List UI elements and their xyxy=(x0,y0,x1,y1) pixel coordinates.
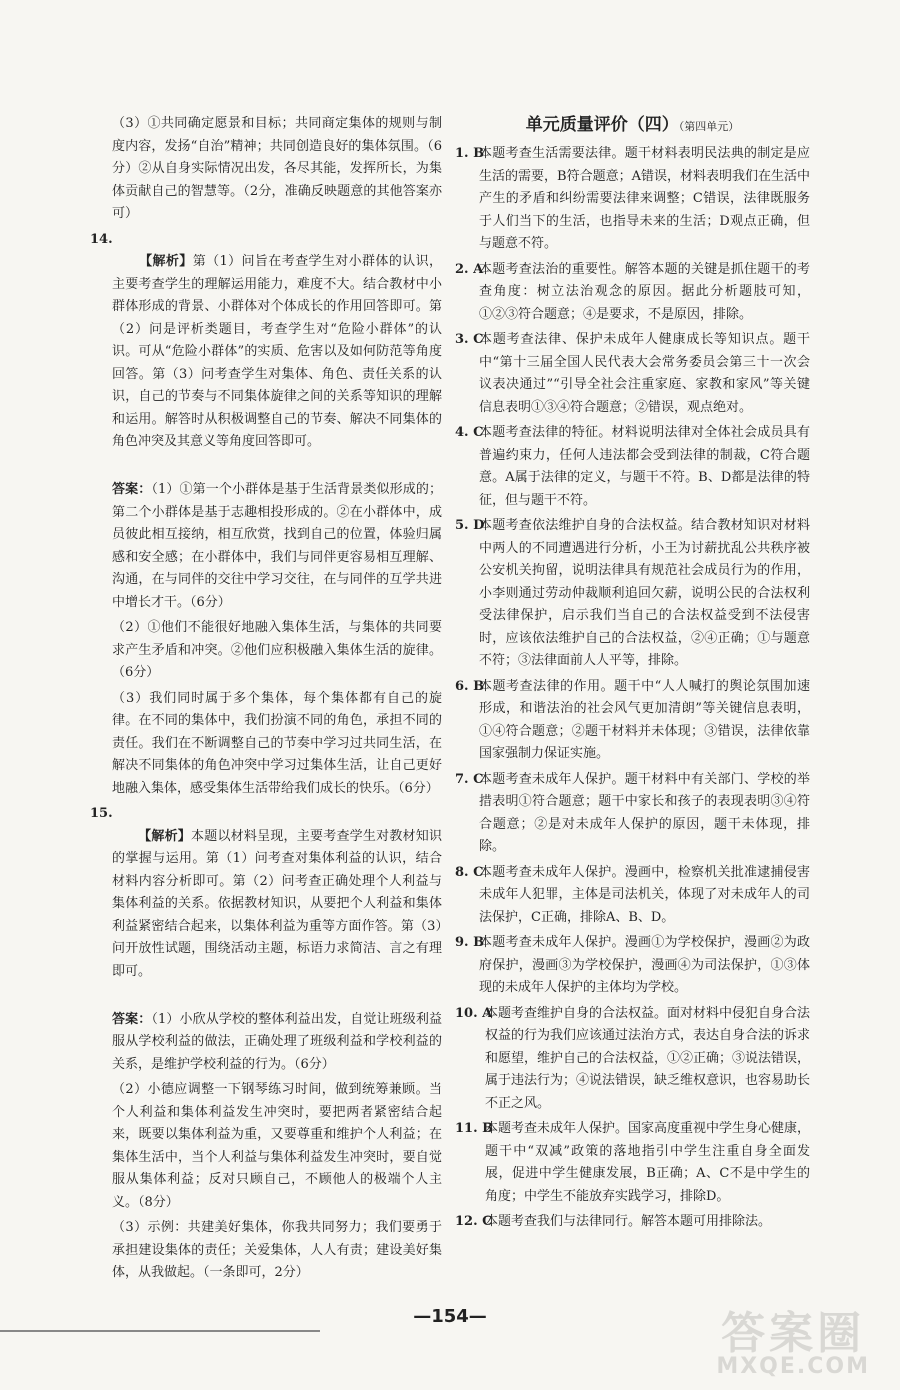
answer-item-number: 10. A xyxy=(455,1005,493,1021)
answer-14-3: （3）我们同时属于多个集体，每个集体都有自己的旋律。在不同的集体中，我们扮演不同的角色，承担不同的责任。我们在不断调整自己的节奏中学习过共同生活，在解决不同集体的角色冲突中学习过集体生活，让自己更好地融入集体，感受集体生活带给我们成长的快乐。（6分） xyxy=(112,690,442,796)
answer-item-number: 5. D xyxy=(455,518,485,533)
answer-15-2: （2）小德应调整一下钢琴练习时间，做到统筹兼顾。当个人利益和集体利益发生冲突时，要把两者紧密结合起来，既要以集体利益为重，又要尊重和维护个人利益；在集体生活中，当个人利益与集体利益发生冲突时，要自觉服从集体利益；反对只顾自己，不顾他人的极端个人主义。（8分） xyxy=(112,1082,442,1210)
question-14-analysis xyxy=(90,229,442,477)
answer-13-3: （3）①共同确定愿景和目标；共同商定集体的规则与制度内容，发扬“自治”精神；共同创造良好的集体氛围。（6分）②从自身实际情况出发，各尽其能，发挥所长，为集体贡献自己的智慧等。（2分，准确反映题意的其他答案亦可） xyxy=(112,116,442,221)
right-column xyxy=(455,113,810,1237)
question-number: 14. xyxy=(90,231,113,247)
answer-item-text: 本题考查未成年人保护。漫画中，检察机关批准逮捕侵害未成年人犯罪，主体是司法机关，体现了对未成年人的司法保护，C正确，排除A、B、D。 xyxy=(479,864,810,925)
answer-item-text: 本题考查我们与法律同行。解答本题可用排除法。 xyxy=(485,1214,772,1229)
page-number: —154— xyxy=(413,1306,487,1327)
watermark-big: 答案圈 xyxy=(721,1308,866,1359)
answer-item-number: 7. C xyxy=(455,771,484,787)
answer-item-text: 本题考查法治的重要性。解答本题的关键是抓住题干的考查角度：树立法治观念的原因。据此分析题肢可知，①②③符合题意；④是要求，不是原因，排除。 xyxy=(479,261,810,322)
answer-item-text: 本题考查生活需要法律。题干材料表明民法典的制定是应生活的需要，B符合题意；A错误，材料表明我们在生活中产生的矛盾和纠纷需要法律来调整；C错误，法律既服务于人们当下的生活，也指导未来的生活；D观点正确，但与题意不符。 xyxy=(479,146,810,251)
answer-item xyxy=(455,1211,810,1234)
answer-14-2: （2）①他们不能很好地融入集体生活，与集体的共同要求产生矛盾和冲突。②他们应积极融入集体生活的旋律。（6分） xyxy=(112,620,442,680)
answer-list xyxy=(455,143,810,1234)
answer-item-text: 本题考查未成年人保护。国家高度重视中学生身心健康，题干中“双减”政策的落地指引中学生注重自身全面发展，促进中学生健康发展，B正确；A、C不是中学生的角度；中学生不能放弃实践学习，排除D。 xyxy=(485,1121,811,1204)
answer-item xyxy=(455,1118,810,1208)
answer-item xyxy=(455,769,810,859)
left-column xyxy=(90,113,442,1288)
answer-text: （1）①第一个小群体是基于生活背景类似形成的；第二个小群体是基于志趣相投形成的。②在小群体中，成员彼此相互接纳，相互欣赏，找到自己的位置，体验归属感和安全感；在小群体中，我们与同伴更容易相互理解、沟通，在与同伴的交往中学习交往，在与同伴的互学共进中增长才干。（6分） xyxy=(112,482,442,610)
answer-text: （1）小欣从学校的整体利益出发，自觉让班级利益服从学校利益的做法，正确处理了班级利益和学校利益的关系，是维护学校利益的行为。（6分） xyxy=(112,1011,442,1072)
answer-item-number: 2. A xyxy=(455,261,484,277)
answer-item xyxy=(455,143,810,256)
answer-item-number: 11. B xyxy=(455,1121,494,1136)
answer-item-text: 本题考查法律的特征。材料说明法律对全体社会成员具有普遍约束力，任何人违法都会受到法律的制裁，C符合题意。A属于法律的定义，与题干不符。B、D都是法律的特征，但与题干不符。 xyxy=(479,425,810,508)
answer-item xyxy=(455,932,810,1000)
answer-item xyxy=(455,1003,810,1116)
section-subtitle: （第四单元） xyxy=(678,120,740,133)
analysis-tag: 【解析】 xyxy=(138,828,192,844)
answer-item xyxy=(455,676,810,766)
bottom-rule xyxy=(0,1330,320,1332)
answer-item-text: 本题考查未成年人保护。漫画①为学校保护，漫画②为政府保护，漫画③为学校保护，漫画④为司法保护，①③体现的未成年人保护的主体均为学校。 xyxy=(479,935,810,995)
analysis-tag: 【解析】 xyxy=(139,254,193,269)
analysis-text: 第（1）问旨在考查学生对小群体的认识，主要考查学生的理解运用能力，难度不大。结合教材中小群体形成的背景、小群体对个体成长的作用回答即可。第（2）问是评析类题目，考查学生对“危险小群体”的认识。可从“危险小群体”的实质、危害以及如何防范等角度回答。第（3）问考查学生对集体、角色、责任关系的认识，自己的节奏与不同集体旋律之间的关系等知识的理解和运用。解答时从积极调整自己的节奏、解决不同集体的角色冲突及其意义等角度回答即可。 xyxy=(112,254,442,449)
watermark-small: MXQE.COM xyxy=(716,1354,870,1379)
answer-item-text: 本题考查依法维护自身的合法权益。结合教材知识对材料中两人的不同遭遇进行分析，小王为讨薪扰乱公共秩序被公安机关拘留，说明法律具有规范社会成员行为的作用，小李则通过劳动仲裁顺利追回欠薪，说明公民的合法权利受法律保护，启示我们当自己的合法权益受到不法侵害时，应该依法维护自己的合法权益，②④正确；①与题意不符；③法律面前人人平等，排除。 xyxy=(479,518,810,668)
answer-item-text: 本题考查法律、保护未成年人健康成长等知识点。题干中“第十三届全国人民代表大会常务委员会第三十一次会议表决通过”“引导全社会注重家庭、家教和家风”等关键信息表明①③④符合题意；②错误，观点绝对。 xyxy=(479,332,810,415)
answer-label: 答案： xyxy=(112,482,152,497)
question-15-analysis xyxy=(90,803,442,1006)
answer-item-number: 1. B xyxy=(455,146,485,161)
answer-item-text: 本题考查维护自身的合法权益。面对材料中侵犯自身合法权益的行为我们应该通过法治方式，表达自身合法的诉求和愿望，维护自己的合法权益，①②正确；③说法错误，属于违法行为；④说法错误，缺乏维权意识，也容易助长不正之风。 xyxy=(485,1005,811,1111)
answer-label: 答案： xyxy=(112,1011,152,1027)
section-title xyxy=(455,113,810,139)
answer-15-1 xyxy=(90,1009,442,1077)
analysis-text: 本题以材料呈现，主要考查学生对教材知识的掌握与运用。第（1）问考查对集体利益的认识，结合材料内容分析即可。第（2）问考查正确处理个人利益与集体利益的关系。依据教材知识，从要把个人利益和集体利益紧密结合起来，以集体利益为重等方面作答。第（3）问开放性试题，围绕活动主题，标语力求简洁、言之有理即可。 xyxy=(112,828,442,979)
answer-item xyxy=(455,862,810,930)
answer-item-number: 12. C xyxy=(455,1214,493,1229)
section-title-text: 单元质量评价（四） xyxy=(525,115,679,135)
watermark-logo xyxy=(716,1308,870,1379)
answer-14-1 xyxy=(90,479,442,614)
answer-item-number: 6. B xyxy=(455,678,485,694)
answer-item-text: 本题考查法律的作用。题干中“人人喊打的舆论氛围加速形成，和谐法治的社会风气更加清朗”等关键信息表明，①④符合题意；②题干材料并未体现；③错误，法律依靠国家强制力保证实施。 xyxy=(479,678,810,761)
answer-item xyxy=(455,515,810,673)
question-number: 15. xyxy=(90,806,113,821)
answer-item-number: 3. C xyxy=(455,332,484,347)
answer-item-text: 本题考查未成年人保护。题干材料中有关部门、学校的举措表明①符合题意；题干中家长和孩子的表现表明③④符合题意；②是对未成年人保护的原因，题干未体现，排除。 xyxy=(479,771,810,854)
answer-item xyxy=(455,259,810,327)
answer-item-number: 8. C xyxy=(455,864,484,880)
answer-item xyxy=(455,329,810,419)
answer-item-number: 9. B xyxy=(455,935,485,950)
answer-item-number: 4. C xyxy=(455,425,484,440)
answer-15-3: （3）示例：共建美好集体，你我共同努力；我们要勇于承担建设集体的责任；关爱集体，人人有责；建设美好集体，从我做起。（一条即可，2分） xyxy=(112,1220,442,1280)
answer-item xyxy=(455,422,810,512)
